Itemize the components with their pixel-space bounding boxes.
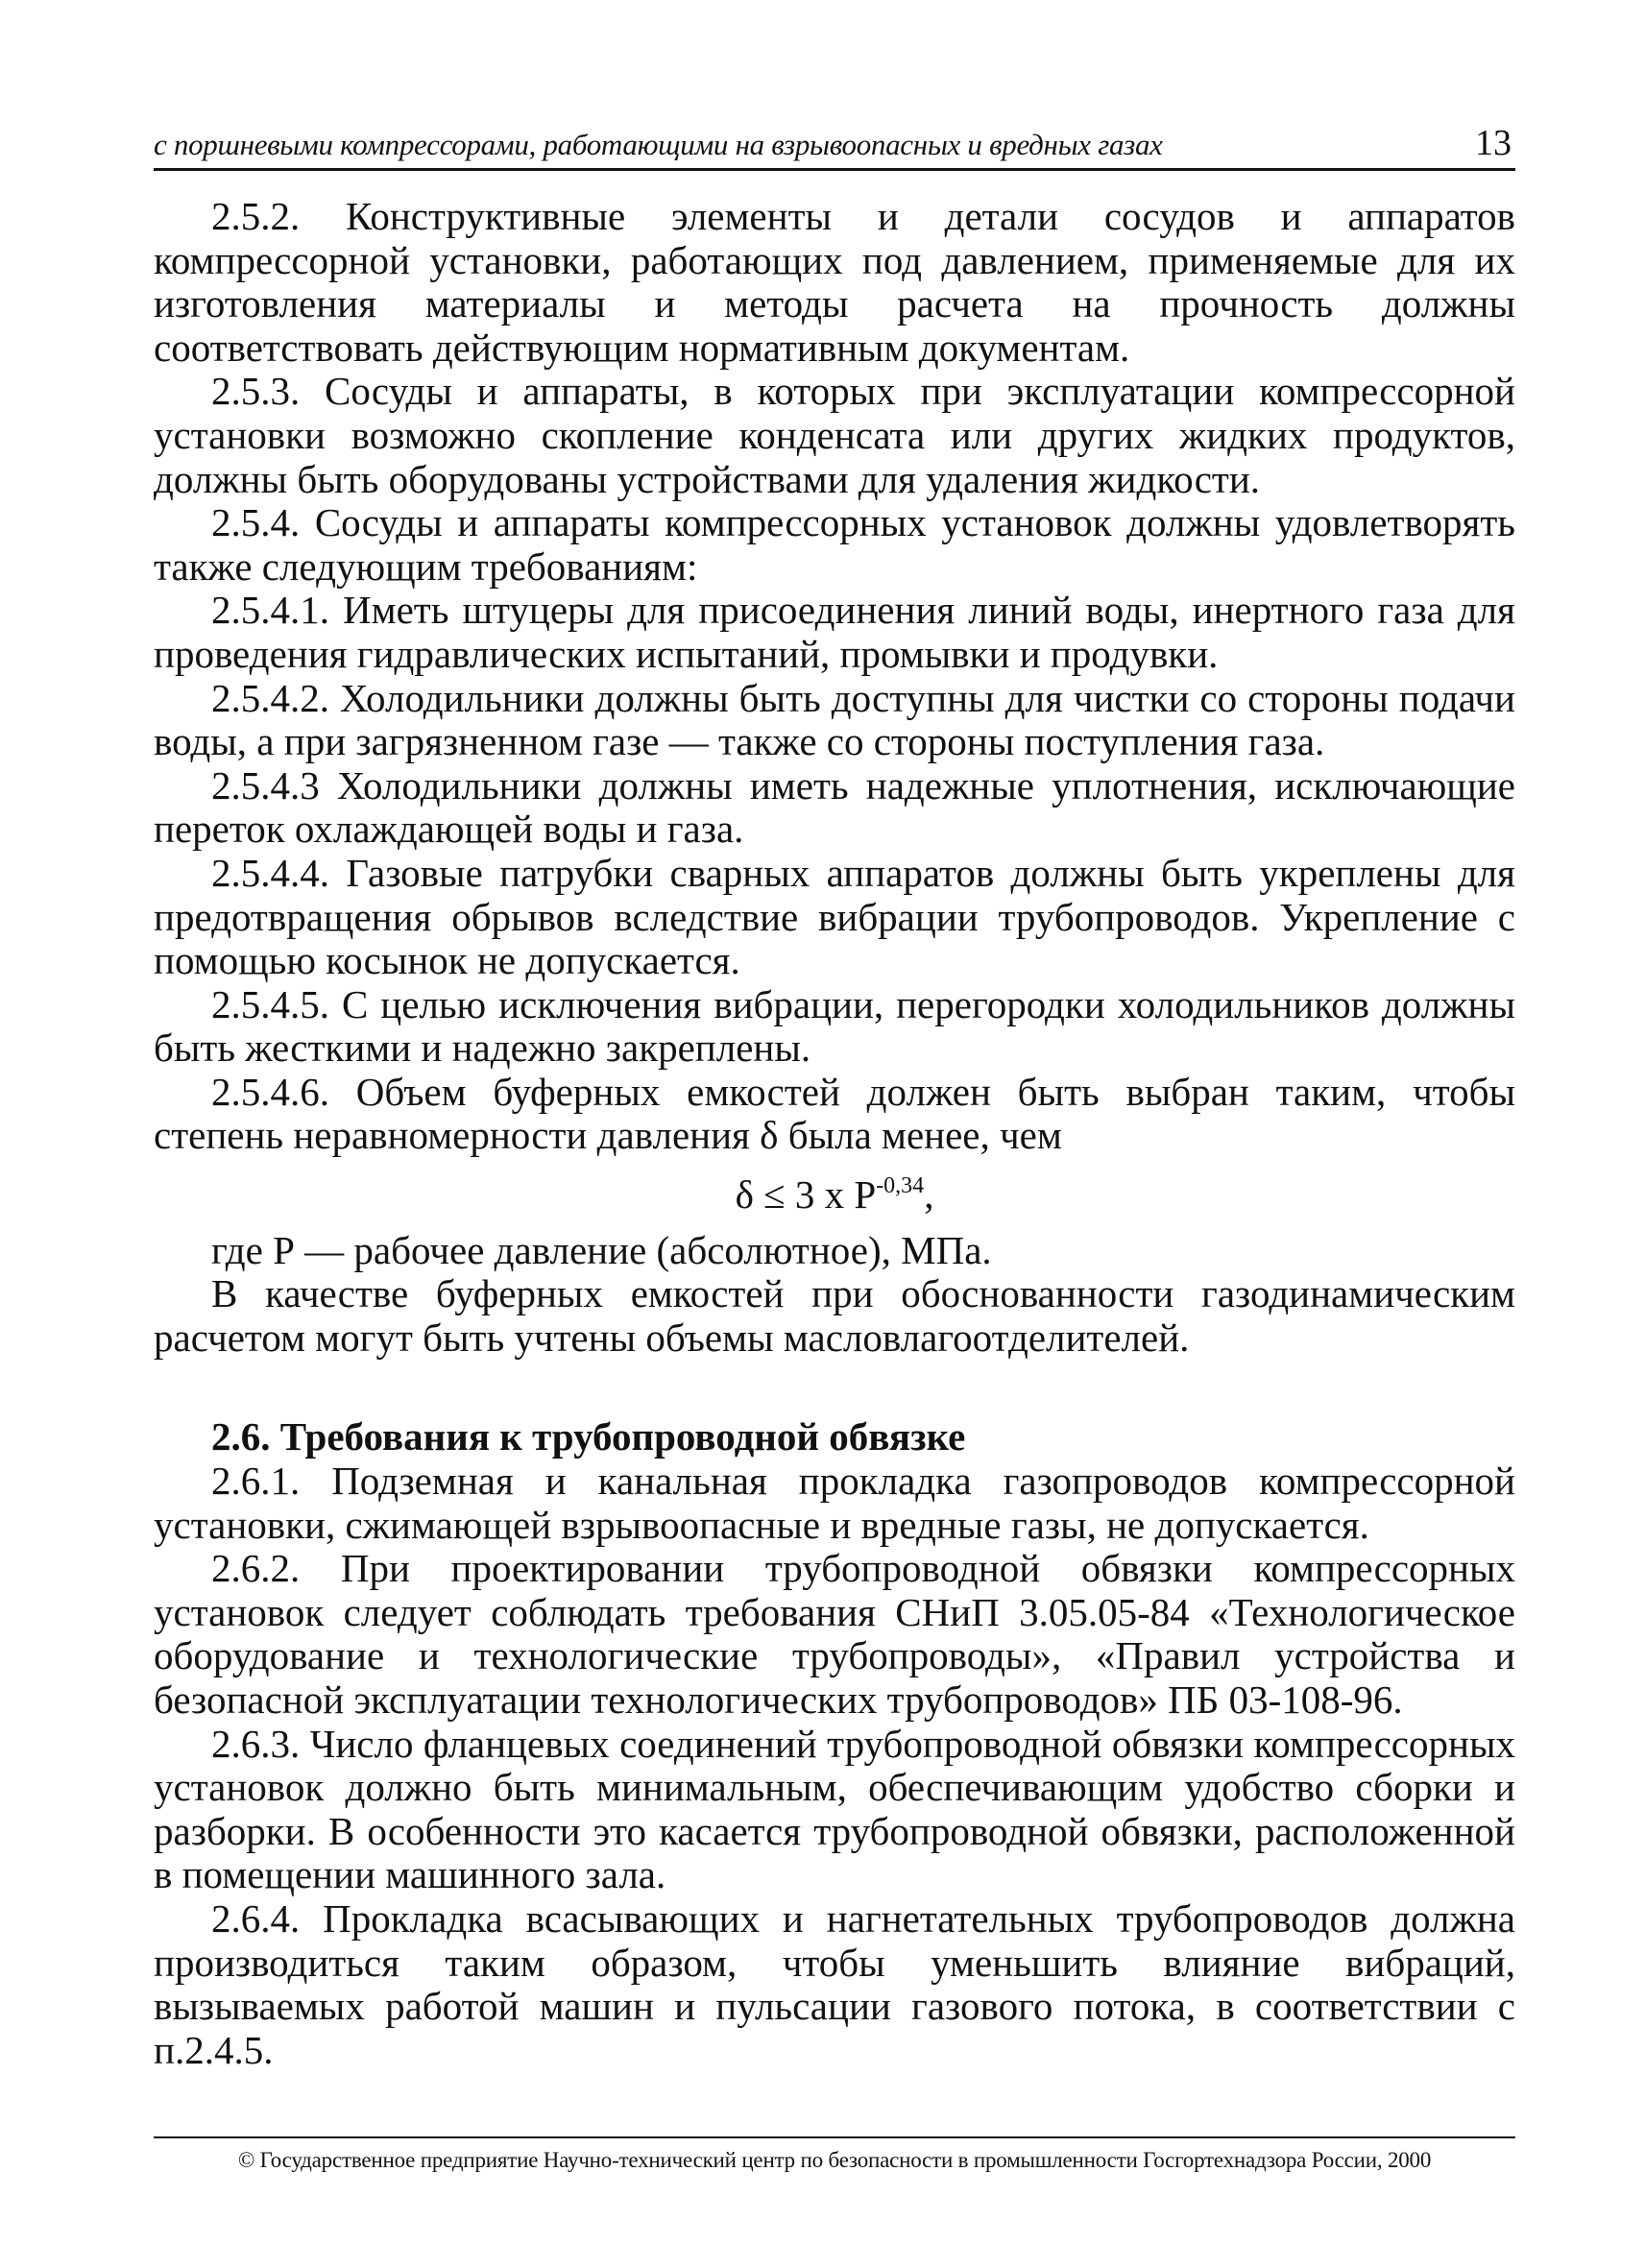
formula-suffix: ,: [924, 1172, 934, 1218]
running-title: с поршневыми компрессорами, работающими на взрывоопасных и вредных газах: [154, 128, 1163, 161]
paragraph-buffer-note: В качестве буферных емкостей при обоснованности газодинамическим расчетом могут быть учтены объемы масловлагоотделителей.: [154, 1271, 1515, 1360]
paragraph-2-5-2: 2.5.2. Конструктивные элементы и детали сосудов и аппаратов компрессорной установки, работающих под давлением, применяемые для их изготовления материалы и методы расчета на прочность должны соответствовать действующим нормативным документам.: [154, 194, 1515, 370]
paragraph-2-5-3: 2.5.3. Сосуды и аппараты, в которых при эксплуатации компрессорной установки возможно скопление конденсата или других жидких продуктов, должны быть оборудованы устройствами для удаления жидкости.: [154, 369, 1515, 501]
footer-divider: [154, 2136, 1515, 2138]
formula-exponent: -0,34: [876, 1173, 925, 1199]
paragraph-2-5-4-5: 2.5.4.5. С целью исключения вибрации, перегородки холодильников должны быть жесткими и надежно закреплены.: [154, 981, 1515, 1071]
paragraph-2-6-1: 2.6.1. Подземная и канальная прокладка газопроводов компрессорной установки, сжимающей взрывоопасные и вредные газы, не допускается.: [154, 1459, 1515, 1547]
paragraph-2-5-4-2: 2.5.4.2. Холодильники должны быть доступны для чистки со стороны подачи воды, а при загрязненном газе — также со стороны поступления газа.: [154, 675, 1515, 764]
page-number: 13: [1475, 123, 1512, 163]
section-heading: 2.6. Требования к трубопроводной обвязке: [211, 1414, 966, 1460]
paragraph-where-p: где Р — рабочее давление (абсолютное), МПа.: [211, 1227, 992, 1272]
paragraph-2-5-4: 2.5.4. Сосуды и аппараты компрессорных установок должны удовлетворять также следующим требованиям:: [154, 500, 1515, 589]
formula-base: δ ≤ 3 х Р: [735, 1172, 877, 1218]
paragraph-2-6-2: 2.6.2. При проектировании трубопроводной обвязки компрессорных установок следует соблюдать требования СНиП 3.05.05-84 «Технологическое оборудование и технологические трубопроводы», «Правил устройства и безопасной эксплуатации технологических трубопроводов» ПБ 03-108-96.: [154, 1546, 1515, 1722]
document-body: [154, 195, 1515, 2072]
paragraph-2-6-4: 2.6.4. Прокладка всасывающих и нагнетательных трубопроводов должна производиться таким образом, чтобы уменьшить влияние вибраций, вызываемых работой машин и пульсации газового потока, в соответствии с п.2.4.5.: [154, 1895, 1515, 2072]
paragraph-2-5-4-4: 2.5.4.4. Газовые патрубки сварных аппаратов должны быть укреплены для предотвращения обрывов вследствие вибрации трубопроводов. Укрепление с помощью косынок не допускается.: [154, 850, 1515, 983]
copyright-footer: © Государственное предприятие Научно-технический центр по безопасности в промышленности Госгортехнадзора России, 2000: [237, 2148, 1432, 2172]
formula: [154, 1173, 1515, 1218]
paragraph-2-5-4-1: 2.5.4.1. Иметь штуцеры для присоединения линий воды, инертного газа для проведения гидравлических испытаний, промывки и продувки.: [154, 588, 1515, 676]
page-header: [154, 120, 1515, 171]
paragraph-2-6-3: 2.6.3. Число фланцевых соединений трубопроводной обвязки компрессорных установок должно быть минимальным, обеспечивающим удобство сборки и разборки. В особенности это касается трубопроводной обвязки, расположенной в помещении машинного зала.: [154, 1721, 1515, 1897]
paragraph-2-5-4-3: 2.5.4.3 Холодильники должны иметь надежные уплотнения, исключающие переток охлаждающей воды и газа.: [154, 762, 1515, 852]
paragraph-2-5-4-6: 2.5.4.6. Объем буферных емкостей должен быть выбран таким, чтобы степень неравномерности давления δ была менее, чем: [154, 1069, 1515, 1158]
